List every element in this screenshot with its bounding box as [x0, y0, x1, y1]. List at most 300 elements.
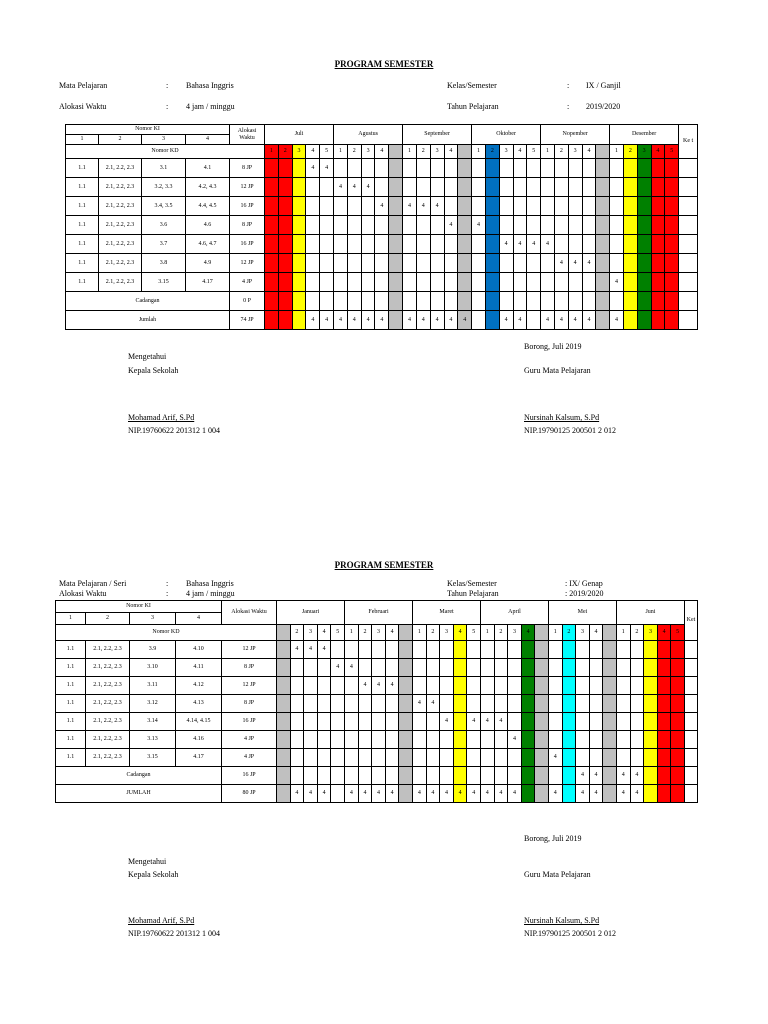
- week-cell: [265, 178, 279, 197]
- week-cell: [603, 767, 617, 785]
- week-cell: [651, 235, 665, 254]
- table-row: [56, 695, 698, 713]
- week-cell: 5: [467, 625, 481, 641]
- week-cell: [527, 159, 541, 178]
- week-cell: [345, 767, 359, 785]
- week-cell: [508, 641, 522, 659]
- week-cell: 2: [416, 145, 430, 159]
- week-cell: [278, 235, 292, 254]
- kd-cell: 1.1: [56, 677, 86, 695]
- guru-label: Guru Mata Pelajaran: [524, 870, 591, 879]
- week-cell: [440, 659, 454, 677]
- week-cell: 4: [513, 235, 527, 254]
- table-row: [66, 197, 698, 216]
- week-cell: [389, 216, 403, 235]
- week-cell: [637, 311, 651, 330]
- week-cell: [467, 767, 481, 785]
- week-cell: [616, 641, 630, 659]
- week-cell: [548, 659, 562, 677]
- week-cell: [603, 713, 617, 731]
- week-cell: [399, 731, 413, 749]
- month-header: Oktober: [472, 125, 541, 145]
- week-cell: 5: [665, 145, 679, 159]
- week-cell: [568, 292, 582, 311]
- page-title: PROGRAM SEMESTER: [334, 560, 434, 570]
- kd-cell: 8 JP: [230, 159, 265, 178]
- week-cell: [610, 216, 624, 235]
- week-cell: [481, 677, 495, 695]
- week-cell: [278, 292, 292, 311]
- week-cell: [513, 197, 527, 216]
- week-cell: [399, 625, 413, 641]
- week-cell: 4: [589, 785, 603, 803]
- week-cell: 4: [548, 749, 562, 767]
- week-cell: [453, 641, 467, 659]
- week-cell: [576, 641, 590, 659]
- week-cell: [568, 159, 582, 178]
- kd-cell: 4 JP: [222, 749, 277, 767]
- week-cell: [304, 749, 318, 767]
- week-cell: [548, 767, 562, 785]
- alokasi-colon: :: [166, 102, 169, 111]
- week-cell: [485, 292, 499, 311]
- kd-cell: 3.9: [130, 641, 176, 659]
- kd-cell: 3.8: [142, 254, 186, 273]
- week-cell: 4: [358, 677, 372, 695]
- week-cell: 1: [481, 625, 495, 641]
- alokasi-value: 4 jam / minggu: [186, 589, 235, 598]
- week-cell: [416, 159, 430, 178]
- week-cell: [671, 731, 685, 749]
- week-cell: [385, 713, 399, 731]
- week-cell: [444, 197, 458, 216]
- week-cell: 3: [361, 145, 375, 159]
- week-cell: [453, 677, 467, 695]
- week-cell: [541, 216, 555, 235]
- week-cell: [651, 197, 665, 216]
- week-cell: [320, 235, 334, 254]
- kd-cell: 3.14: [130, 713, 176, 731]
- week-cell: 4: [375, 145, 389, 159]
- week-cell: 4: [361, 178, 375, 197]
- week-cell: [317, 713, 331, 731]
- week-cell: [440, 749, 454, 767]
- week-cell: [513, 273, 527, 292]
- kd-cell: 8 JP: [222, 659, 277, 677]
- week-cell: [576, 695, 590, 713]
- week-cell: [290, 677, 304, 695]
- week-cell: [623, 254, 637, 273]
- week-cell: [665, 216, 679, 235]
- month-header: Nopember: [541, 125, 610, 145]
- week-cell: 4: [372, 677, 386, 695]
- week-cell: [623, 178, 637, 197]
- week-cell: [458, 235, 472, 254]
- week-cell: [277, 785, 291, 803]
- alokasi-label: Alokasi Waktu: [59, 102, 107, 111]
- week-cell: [499, 159, 513, 178]
- week-cell: [265, 197, 279, 216]
- table-row: [66, 254, 698, 273]
- week-cell: [576, 731, 590, 749]
- ki-number: 3: [142, 135, 186, 145]
- ki-number: 3: [130, 613, 176, 625]
- week-cell: [403, 292, 417, 311]
- month-header: April: [481, 601, 549, 625]
- week-cell: [630, 641, 644, 659]
- week-cell: [440, 767, 454, 785]
- week-cell: [657, 785, 671, 803]
- week-cell: [331, 713, 345, 731]
- week-cell: [317, 731, 331, 749]
- week-cell: 4: [453, 785, 467, 803]
- mapel-colon: :: [166, 579, 169, 588]
- week-cell: [513, 178, 527, 197]
- week-cell: 4: [290, 785, 304, 803]
- kd-cell: 3.4, 3.5: [142, 197, 186, 216]
- week-cell: [554, 216, 568, 235]
- week-cell: [458, 145, 472, 159]
- week-cell: 4: [494, 785, 508, 803]
- week-cell: 3: [499, 145, 513, 159]
- ket-cell: [679, 197, 698, 216]
- week-cell: [508, 713, 522, 731]
- week-cell: 2: [358, 625, 372, 641]
- week-cell: [372, 731, 386, 749]
- week-cell: [277, 695, 291, 713]
- week-cell: [527, 292, 541, 311]
- cadangan-label: Cadangan: [56, 767, 222, 785]
- nomor-ki-header: Nomor KI: [56, 601, 222, 613]
- week-cell: [306, 273, 320, 292]
- week-cell: [265, 254, 279, 273]
- week-cell: [521, 641, 535, 659]
- week-cell: [320, 273, 334, 292]
- week-cell: [589, 641, 603, 659]
- week-cell: [535, 713, 549, 731]
- kd-cell: 4.4, 4.5: [186, 197, 230, 216]
- week-cell: [576, 713, 590, 731]
- week-cell: [568, 178, 582, 197]
- week-cell: 4: [568, 311, 582, 330]
- week-cell: [426, 713, 440, 731]
- week-cell: 4: [453, 625, 467, 641]
- week-cell: [375, 159, 389, 178]
- week-cell: 4: [499, 235, 513, 254]
- week-cell: [671, 659, 685, 677]
- kd-cell: 12 JP: [222, 677, 277, 695]
- ket-cell: [679, 311, 698, 330]
- week-cell: [472, 311, 486, 330]
- kd-cell: 4.17: [186, 273, 230, 292]
- kepala-nip: NIP.19760622 201312 1 004: [128, 426, 221, 435]
- week-cell: 4: [345, 659, 359, 677]
- week-cell: [399, 695, 413, 713]
- week-cell: [389, 292, 403, 311]
- week-cell: [568, 216, 582, 235]
- week-cell: 4: [554, 311, 568, 330]
- week-cell: [430, 273, 444, 292]
- nomor-kd-header: Nomor KD: [66, 145, 265, 159]
- week-cell: [403, 178, 417, 197]
- week-cell: 1: [472, 145, 486, 159]
- kd-cell: 3.12: [130, 695, 176, 713]
- kd-cell: 3.11: [130, 677, 176, 695]
- week-cell: [527, 178, 541, 197]
- week-cell: [334, 273, 348, 292]
- week-cell: [535, 695, 549, 713]
- table-row: [56, 713, 698, 731]
- week-cell: [444, 235, 458, 254]
- week-cell: [472, 254, 486, 273]
- week-cell: [277, 767, 291, 785]
- week-cell: [444, 159, 458, 178]
- week-cell: [306, 178, 320, 197]
- week-cell: [637, 292, 651, 311]
- ket-cell: [684, 695, 697, 713]
- week-cell: [453, 767, 467, 785]
- week-cell: [657, 767, 671, 785]
- week-cell: [416, 254, 430, 273]
- week-cell: 4: [306, 159, 320, 178]
- month-header: Januari: [277, 601, 345, 625]
- guru-label: Guru Mata Pelajaran: [524, 366, 591, 375]
- week-cell: [603, 695, 617, 713]
- week-cell: [292, 159, 306, 178]
- week-cell: [372, 659, 386, 677]
- week-cell: [610, 254, 624, 273]
- week-cell: [416, 292, 430, 311]
- header-row: [66, 125, 698, 135]
- week-cell: [671, 713, 685, 731]
- week-cell: [399, 785, 413, 803]
- week-cell: [458, 159, 472, 178]
- week-cell: [290, 749, 304, 767]
- cadangan-row: [56, 767, 698, 785]
- week-cell: [596, 145, 610, 159]
- week-cell: [644, 749, 658, 767]
- week-cell: [554, 235, 568, 254]
- week-cell: 5: [320, 145, 334, 159]
- week-cell: [616, 677, 630, 695]
- week-cell: 4: [375, 311, 389, 330]
- kd-cell: 2.1, 2.2, 2.3: [86, 695, 130, 713]
- ki-number: 2: [99, 135, 142, 145]
- week-cell: 2: [562, 625, 576, 641]
- kd-cell: 1.1: [56, 749, 86, 767]
- week-cell: [637, 178, 651, 197]
- week-cell: [481, 731, 495, 749]
- week-cell: 4: [541, 311, 555, 330]
- week-cell: 3: [372, 625, 386, 641]
- kd-cell: 2.1, 2.2, 2.3: [86, 749, 130, 767]
- ket-cell: [684, 641, 697, 659]
- week-cell: [278, 254, 292, 273]
- week-cell: [644, 677, 658, 695]
- week-cell: [589, 659, 603, 677]
- week-cell: [596, 159, 610, 178]
- kd-cell: 1.1: [66, 178, 99, 197]
- week-cell: [331, 767, 345, 785]
- week-cell: [426, 731, 440, 749]
- week-cell: [278, 216, 292, 235]
- week-cell: [444, 178, 458, 197]
- week-cell: [375, 178, 389, 197]
- week-cell: [472, 273, 486, 292]
- week-cell: [541, 254, 555, 273]
- week-cell: [358, 731, 372, 749]
- week-cell: [347, 292, 361, 311]
- week-cell: [508, 767, 522, 785]
- week-cell: [596, 311, 610, 330]
- week-cell: [665, 254, 679, 273]
- week-cell: [485, 197, 499, 216]
- week-cell: [527, 197, 541, 216]
- week-cell: [576, 659, 590, 677]
- week-cell: 4: [444, 145, 458, 159]
- kd-cell: 2.1, 2.2, 2.3: [99, 235, 142, 254]
- week-cell: [623, 197, 637, 216]
- week-cell: [292, 273, 306, 292]
- week-cell: 1: [541, 145, 555, 159]
- month-header: Juni: [616, 601, 684, 625]
- kepala-name: Mohamad Arif, S.Pd: [128, 413, 195, 422]
- week-cell: [416, 178, 430, 197]
- week-cell: [345, 713, 359, 731]
- week-cell: [630, 659, 644, 677]
- week-cell: [372, 713, 386, 731]
- week-cell: [616, 731, 630, 749]
- week-cell: 4: [521, 625, 535, 641]
- week-cell: [347, 254, 361, 273]
- week-cell: [548, 641, 562, 659]
- week-cell: [403, 235, 417, 254]
- week-cell: [637, 159, 651, 178]
- week-cell: [334, 216, 348, 235]
- week-cell: [535, 767, 549, 785]
- week-cell: 4: [345, 785, 359, 803]
- week-cell: [527, 254, 541, 273]
- week-cell: [389, 197, 403, 216]
- week-cell: [347, 235, 361, 254]
- week-cell: [277, 625, 291, 641]
- alokasi-value: 4 jam / minggu: [186, 102, 235, 111]
- week-cell: [603, 785, 617, 803]
- guru-nip: NIP.19790125 200501 2 012: [524, 426, 617, 435]
- week-cell: [548, 731, 562, 749]
- week-cell: [499, 197, 513, 216]
- week-cell: [347, 197, 361, 216]
- cadangan-alokasi: 0 P: [230, 292, 265, 311]
- ket-cell: [679, 254, 698, 273]
- week-cell: [358, 749, 372, 767]
- week-cell: 3: [440, 625, 454, 641]
- week-cell: [347, 273, 361, 292]
- week-cell: [485, 273, 499, 292]
- week-cell: [426, 749, 440, 767]
- week-cell: [345, 695, 359, 713]
- week-cell: 4: [616, 767, 630, 785]
- week-cell: [320, 292, 334, 311]
- week-cell: [527, 216, 541, 235]
- place-date: Borong, Juli 2019: [524, 342, 582, 351]
- week-cell: [651, 216, 665, 235]
- week-cell: [290, 713, 304, 731]
- week-cell: [481, 695, 495, 713]
- week-cell: 4: [440, 785, 454, 803]
- week-cell: 4: [385, 625, 399, 641]
- week-cell: [389, 178, 403, 197]
- week-cell: [596, 197, 610, 216]
- week-cell: [430, 178, 444, 197]
- kelas-label: Kelas/Semester: [447, 579, 497, 588]
- alokasi-colon: :: [166, 589, 169, 598]
- kd-cell: 1.1: [66, 273, 99, 292]
- kd-cell: 3.15: [142, 273, 186, 292]
- week-cell: 4: [527, 235, 541, 254]
- week-cell: [630, 749, 644, 767]
- week-cell: [306, 254, 320, 273]
- week-cell: 4: [430, 311, 444, 330]
- table-row: [66, 216, 698, 235]
- place-date: Borong, Juli 2019: [524, 834, 582, 843]
- week-cell: [413, 677, 427, 695]
- kd-cell: 16 JP: [230, 235, 265, 254]
- week-cell: 4: [548, 785, 562, 803]
- week-cell: [334, 197, 348, 216]
- week-cell: 4: [576, 785, 590, 803]
- week-cell: [265, 292, 279, 311]
- week-cell: [644, 659, 658, 677]
- week-cell: [385, 767, 399, 785]
- ket-header: Ke t: [679, 125, 698, 159]
- table-row: [66, 235, 698, 254]
- week-cell: 4: [372, 785, 386, 803]
- kd-cell: 2.1, 2.2, 2.3: [99, 254, 142, 273]
- program-table: [65, 124, 698, 330]
- week-cell: 4: [589, 767, 603, 785]
- week-cell: [562, 767, 576, 785]
- week-cell: [403, 273, 417, 292]
- week-cell: [644, 713, 658, 731]
- week-cell: [494, 677, 508, 695]
- mapel-label: Mata Pelajaran / Seri: [59, 579, 127, 588]
- week-cell: [345, 731, 359, 749]
- kd-cell: 1.1: [66, 159, 99, 178]
- week-cell: [541, 197, 555, 216]
- week-cell: [513, 254, 527, 273]
- week-cell: [541, 178, 555, 197]
- mapel-value: Bahasa Inggris: [186, 579, 234, 588]
- week-cell: 4: [444, 311, 458, 330]
- week-cell: [562, 749, 576, 767]
- week-cell: 4: [375, 197, 389, 216]
- kd-cell: 16 JP: [222, 713, 277, 731]
- week-cell: [430, 254, 444, 273]
- kd-cell: 4.10: [176, 641, 222, 659]
- week-cell: [576, 749, 590, 767]
- week-cell: [596, 178, 610, 197]
- week-cell: [265, 235, 279, 254]
- jumlah-row: [66, 311, 698, 330]
- week-cell: [508, 749, 522, 767]
- week-cell: 4: [576, 767, 590, 785]
- week-cell: [481, 659, 495, 677]
- week-cell: [292, 235, 306, 254]
- week-cell: [610, 178, 624, 197]
- week-cell: [582, 273, 596, 292]
- week-cell: [589, 749, 603, 767]
